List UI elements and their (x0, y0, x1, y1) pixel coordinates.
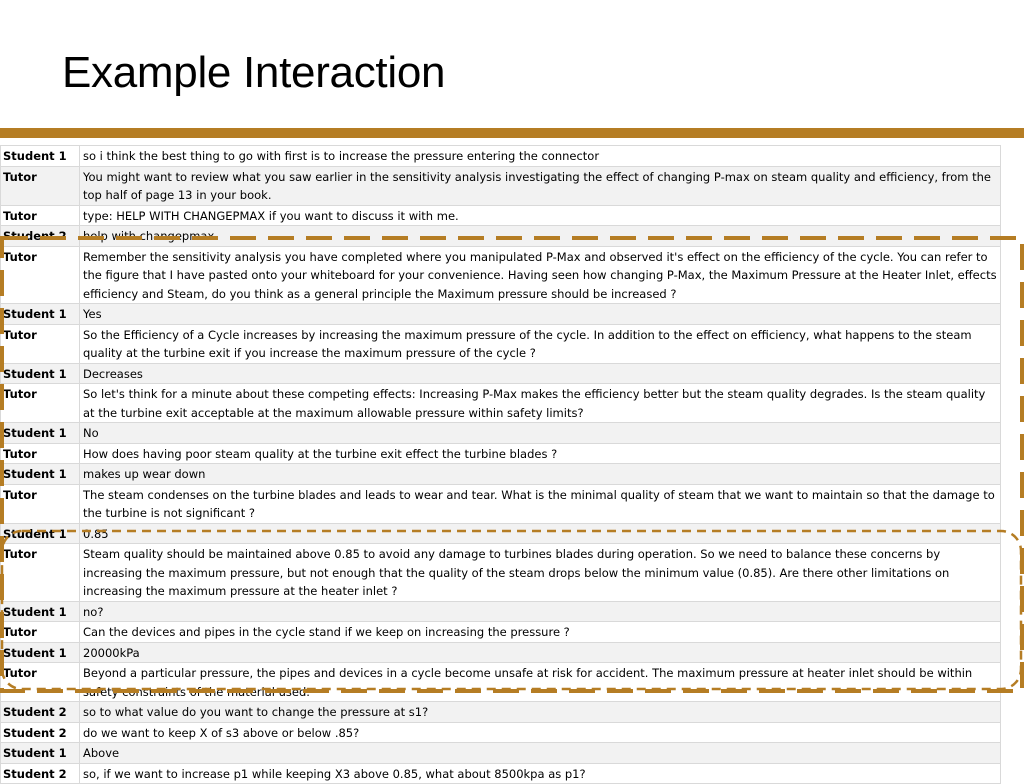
table-row (1, 384, 1001, 423)
message-cell: 0.85 (80, 523, 1001, 544)
speaker-cell: Student 1 (1, 363, 80, 384)
speaker-cell: Tutor (1, 484, 80, 523)
table-row (1, 484, 1001, 523)
table-row (1, 663, 1001, 702)
message-cell: The steam condenses on the turbine blades and leads to wear and tear. What is the minimal quality of steam that we want to maintain so that the damage to the turbine is not significant ? (80, 484, 1001, 523)
speaker-cell: Student 1 (1, 642, 80, 663)
speaker-cell: Student 2 (1, 763, 80, 784)
table-row (1, 622, 1001, 643)
speaker-cell: Tutor (1, 663, 80, 702)
message-cell: do we want to keep X of s3 above or below .85? (80, 722, 1001, 743)
table-row (1, 304, 1001, 325)
dialogue-table (0, 145, 1001, 784)
table-row (1, 246, 1001, 304)
speaker-cell: Student 2 (1, 722, 80, 743)
speaker-cell: Tutor (1, 443, 80, 464)
message-cell: So the Efficiency of a Cycle increases by increasing the maximum pressure of the cycle. In addition to the effect on efficiency, what happens to the steam quality at the turbine exit if you increase the maximum pressure of the cycle ? (80, 324, 1001, 363)
speaker-cell: Tutor (1, 166, 80, 205)
table-row (1, 601, 1001, 622)
table-row (1, 166, 1001, 205)
speaker-cell: Student 1 (1, 523, 80, 544)
speaker-cell: Tutor (1, 622, 80, 643)
table-row (1, 423, 1001, 444)
message-cell: Decreases (80, 363, 1001, 384)
speaker-cell: Tutor (1, 246, 80, 304)
speaker-cell: Tutor (1, 544, 80, 602)
dialogue-table-body (1, 146, 1001, 784)
message-cell: Yes (80, 304, 1001, 325)
message-cell: help with changepmax (80, 226, 1001, 247)
table-row (1, 443, 1001, 464)
message-cell: Remember the sensitivity analysis you have completed where you manipulated P-Max and observed it's effect on the efficiency of the cycle. You can refer to the figure that I have pasted onto your whiteboard for your convenience. Having seen how changing P-Max, the Maximum Pressure at the Heater Inlet, effects efficiency and Steam, do you think as a general principle the Maximum pressure should be increased ? (80, 246, 1001, 304)
message-cell: so, if we want to increase p1 while keeping X3 above 0.85, what about 8500kpa as p1? (80, 763, 1001, 784)
table-row (1, 205, 1001, 226)
table-row (1, 743, 1001, 764)
table-row (1, 763, 1001, 784)
message-cell: You might want to review what you saw earlier in the sensitivity analysis investigating the effect of changing P-max on steam quality and efficiency, from the top half of page 13 in your book. (80, 166, 1001, 205)
slide-title: Example Interaction (62, 48, 446, 97)
speaker-cell: Student 1 (1, 423, 80, 444)
table-row (1, 544, 1001, 602)
table-row (1, 363, 1001, 384)
message-cell: type: HELP WITH CHANGEPMAX if you want to discuss it with me. (80, 205, 1001, 226)
speaker-cell: Tutor (1, 205, 80, 226)
table-row (1, 523, 1001, 544)
table-row (1, 642, 1001, 663)
message-cell: so to what value do you want to change the pressure at s1? (80, 702, 1001, 723)
message-cell: no? (80, 601, 1001, 622)
speaker-cell: Student 2 (1, 702, 80, 723)
table-row (1, 702, 1001, 723)
table-row (1, 226, 1001, 247)
speaker-cell: Student 1 (1, 146, 80, 167)
speaker-cell: Tutor (1, 384, 80, 423)
speaker-cell: Student 1 (1, 464, 80, 485)
message-cell: Beyond a particular pressure, the pipes and devices in a cycle become unsafe at risk for accident. The maximum pressure at heater inlet should be within safety constraints of the material used. (80, 663, 1001, 702)
message-cell: Above (80, 743, 1001, 764)
message-cell: Can the devices and pipes in the cycle stand if we keep on increasing the pressure ? (80, 622, 1001, 643)
message-cell: makes up wear down (80, 464, 1001, 485)
speaker-cell: Student 2 (1, 226, 80, 247)
table-row (1, 146, 1001, 167)
title-divider (0, 128, 1024, 138)
message-cell: How does having poor steam quality at the turbine exit effect the turbine blades ? (80, 443, 1001, 464)
speaker-cell: Student 1 (1, 601, 80, 622)
speaker-cell: Student 1 (1, 304, 80, 325)
speaker-cell: Student 1 (1, 743, 80, 764)
message-cell: So let's think for a minute about these competing effects: Increasing P-Max makes the efficiency better but the steam quality degrades. Is the steam quality at the turbine exit acceptable at the maximum allowable pressure within safety limits? (80, 384, 1001, 423)
message-cell: 20000kPa (80, 642, 1001, 663)
table-row (1, 722, 1001, 743)
table-row (1, 324, 1001, 363)
message-cell: No (80, 423, 1001, 444)
table-row (1, 464, 1001, 485)
message-cell: so i think the best thing to go with first is to increase the pressure entering the connector (80, 146, 1001, 167)
message-cell: Steam quality should be maintained above 0.85 to avoid any damage to turbines blades during operation. So we need to balance these concerns by increasing the maximum pressure, but not enough that the quality of the steam drops below the minimum value (0.85). Are there other limitations on increasing the maximum pressure at the heater inlet ? (80, 544, 1001, 602)
speaker-cell: Tutor (1, 324, 80, 363)
